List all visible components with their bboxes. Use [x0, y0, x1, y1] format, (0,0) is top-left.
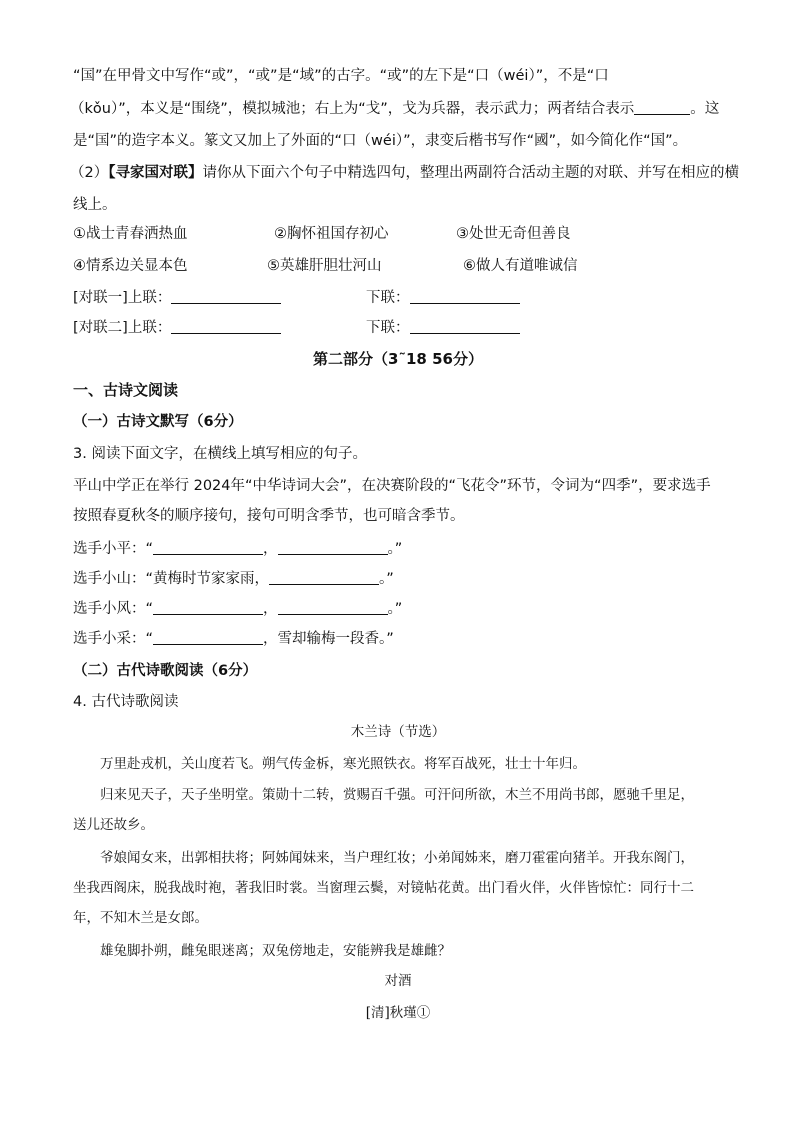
poem2-author: [清]秋瑾①: [365, 1005, 431, 1021]
player-shan: [73, 569, 723, 589]
couplet1-lower-label: 下联：: [366, 290, 410, 306]
option-3: ③处世无奇但善良: [456, 226, 571, 242]
q3-title: 3. 阅读下面文字，在横线上填写相应的句子。: [73, 446, 367, 462]
player-shan-end: 。”: [379, 571, 394, 587]
para1-line2: [70, 99, 720, 119]
para1-line1: “国”在甲骨文中写作“或”，“或”是“域”的古字。“或”的左下是“口（wéi）”，不是“口: [73, 68, 609, 84]
answer-blank[interactable]: [634, 99, 690, 115]
player-ping-blank1[interactable]: [153, 539, 263, 555]
q2-instruction: 请你从下面六个句子中精选四句，整理出两副符合活动主题的对联、并写在相应的横: [202, 165, 739, 181]
q3-line1: 平山中学正在举行 2024年“中华诗词大会”，在决赛阶段的“飞花令”环节，令词为“四季”，要求选手: [73, 478, 711, 494]
q2-line1: [70, 163, 739, 183]
para1-line3: 是“国”的造字本义。篆文又加上了外面的“口（wéi）”，隶变后楷书写作“國”，如今简化作“国”。: [73, 133, 688, 149]
couplet1-lower: [366, 288, 520, 308]
couplet1-lower-blank[interactable]: [410, 288, 520, 304]
player-feng-label: 选手小风：“: [73, 601, 154, 617]
poem1-stanza3-line1: 爷娘闻女来，出郭相扶将；阿姊闻妹来，当户理红妆；小弟闻姊来，磨刀霍霍向猪羊。开我东阁门，: [100, 850, 694, 866]
player-feng-end: 。”: [387, 601, 403, 617]
couplet2-lower: [366, 318, 520, 338]
poem1-stanza2-line2: 送儿还故乡。: [73, 817, 154, 833]
subsection2-heading: （二）古代诗歌阅读（6分）: [73, 663, 258, 679]
option-4: ④情系边关显本色: [73, 258, 188, 274]
couplet2-upper-blank[interactable]: [171, 318, 281, 334]
player-feng-blank2[interactable]: [278, 599, 388, 615]
player-feng: [73, 599, 723, 619]
player-cai-blank[interactable]: [153, 629, 263, 645]
option-5: ⑤英雄肝胆壮河山: [267, 258, 382, 274]
poem1-stanza2-line1: 归来见天子，天子坐明堂。策勋十二转，赏赐百千强。可汗问所欲，木兰不用尚书郎，愿驰千里足，: [100, 787, 694, 803]
poem1-stanza3-line3: 年，不知木兰是女郎。: [73, 910, 208, 926]
q3-line2: 按照春夏秋冬的顺序接句，接句可明含季节，也可暗含季节。: [73, 508, 465, 524]
option-2: ②胸怀祖国存初心: [274, 226, 389, 242]
poem1-stanza3-line2: 坐我西阁床，脱我战时袍，著我旧时裳。当窗理云鬓，对镜帖花黄。出门看火伴，火伴皆惊忙：同行十二: [73, 880, 694, 896]
part2-title: 第二部分（3˜18 56分）: [313, 350, 483, 368]
q2-number: （2）: [70, 165, 109, 181]
para1-line2-text: （kǒu）”，本义是“围绕”，模拟城池；右上为“戈”，戈为兵器，表示武力；两者结合表示: [70, 101, 635, 117]
player-ping: [73, 539, 723, 559]
player-cai-label: 选手小采：“: [73, 631, 154, 647]
player-cai: [73, 629, 723, 649]
q2-heading: 【寻家国对联】: [108, 165, 203, 181]
couplet1-upper-blank[interactable]: [171, 288, 281, 304]
poem1-title: 木兰诗（节选）: [350, 724, 446, 740]
player-shan-blank[interactable]: [269, 569, 379, 585]
player-ping-label: 选手小平：“: [73, 541, 154, 557]
player-shan-label: 选手小山：“黄梅时节家家雨，: [73, 571, 270, 587]
couplet2-lower-blank[interactable]: [410, 318, 520, 334]
poem1-stanza4: 雄兔脚扑朔，雌兔眼迷离；双兔傍地走，安能辨我是雄雌？: [100, 943, 451, 959]
couplet1-upper-label: [对联一]上联：: [73, 290, 172, 306]
player-cai-end: ，雪却输梅一段香。”: [263, 631, 394, 647]
poem1-stanza1: 万里赴戎机，关山度若飞。朔气传金柝，寒光照铁衣。将军百战死，壮士十年归。: [100, 756, 586, 772]
player-ping-end: 。”: [387, 541, 403, 557]
para1-line2-end: 。这: [690, 101, 720, 117]
option-1: ①战士青春洒热血: [73, 226, 188, 242]
poem2-title: 对酒: [384, 973, 412, 989]
subsection1-heading: （一）古诗文默写（6分）: [73, 414, 243, 430]
couplet2-upper: [73, 318, 281, 338]
q2-line2: 线上。: [73, 197, 117, 213]
player-ping-sep: ，: [263, 541, 278, 557]
couplet2-upper-label: [对联二]上联：: [73, 320, 172, 336]
player-feng-sep: ，: [263, 601, 278, 617]
player-feng-blank1[interactable]: [153, 599, 263, 615]
couplet1-upper: [73, 288, 281, 308]
option-6: ⑥做人有道唯诚信: [463, 258, 578, 274]
couplet2-lower-label: 下联：: [366, 320, 410, 336]
section-heading: 一、古诗文阅读: [73, 381, 179, 399]
player-ping-blank2[interactable]: [278, 539, 388, 555]
q4-title: 4. 古代诗歌阅读: [73, 694, 179, 710]
